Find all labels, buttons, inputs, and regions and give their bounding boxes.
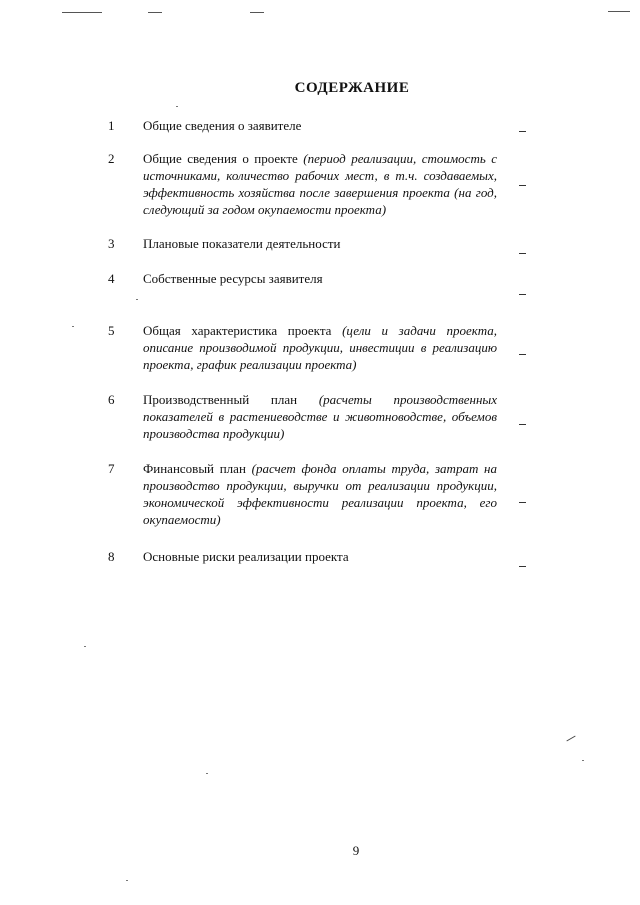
toc-item-number: 5 [108,323,115,338]
scan-speck [126,880,128,881]
page-number: 9 [352,843,360,858]
toc-item-title: Производственный план [143,392,319,407]
toc-item-number: 6 [108,392,115,407]
scan-artifact [148,12,162,13]
toc-item-number: 8 [108,549,115,564]
toc-item-number: 7 [108,461,115,476]
toc-item-title: Плановые показатели деятельности [143,236,341,251]
scan-artifact [608,11,630,12]
scan-speck [176,106,178,107]
page-ref-dash [519,131,526,132]
toc-item-description: (расчеты производственных показателей в растениеводстве и животноводстве, объемов производства продукции) [143,392,497,441]
scan-speck [206,773,208,774]
toc-item-title: Основные риски реализации проекта [143,549,349,564]
toc-item-text [143,548,497,565]
document-title: СОДЕРЖАНИЕ [294,80,410,96]
page-ref-dash [519,253,526,254]
toc-item-number: 3 [108,236,115,251]
page-ref-dash [519,502,526,503]
scan-artifact [250,12,264,13]
toc-item-text [143,322,497,373]
scan-speck [582,760,584,761]
toc-item-title: Собственные ресурсы заявителя [143,271,323,286]
toc-item-title: Общие сведения о проекте [143,151,304,166]
toc-item-description: (расчет фонда оплаты труда, затрат на производство продукции, выручки от реализации продукции, экономической эффективности реализации проекта, его окупаемости) [143,461,497,527]
page-ref-dash [519,185,526,186]
page-ref-dash [519,354,526,355]
toc-item-title: Общая характеристика проекта [143,323,343,338]
toc-item-text [143,117,497,134]
toc-item-number: 1 [108,118,115,133]
scan-speck [84,646,86,647]
toc-item-description: (период реализации, стоимость с источниками, количество рабочих мест, в т.ч. создаваемых, эффективность хозяйства после завершения проекта (на год, следующий за годом окупаемости проекта) [143,151,497,217]
pen-mark [566,736,575,742]
toc-item-text [143,235,497,252]
scan-speck [72,326,74,327]
toc-item-title: Финансовый план [143,461,252,476]
toc-item-text [143,150,497,218]
toc-item-text [143,270,497,287]
page-ref-dash [519,424,526,425]
toc-item-number: 4 [108,271,115,286]
toc-item-text [143,460,497,528]
page-ref-dash [519,294,526,295]
toc-item-description: (цели и задачи проекта, описание производимой продукции, инвестиции в реализацию проекта, график реализации проекта) [143,323,497,372]
toc-item-number: 2 [108,151,115,166]
scan-artifact [62,12,102,13]
page-ref-dash [519,566,526,567]
toc-item-text [143,391,497,442]
scan-speck [136,299,138,300]
toc-item-title: Общие сведения о заявителе [143,118,302,133]
